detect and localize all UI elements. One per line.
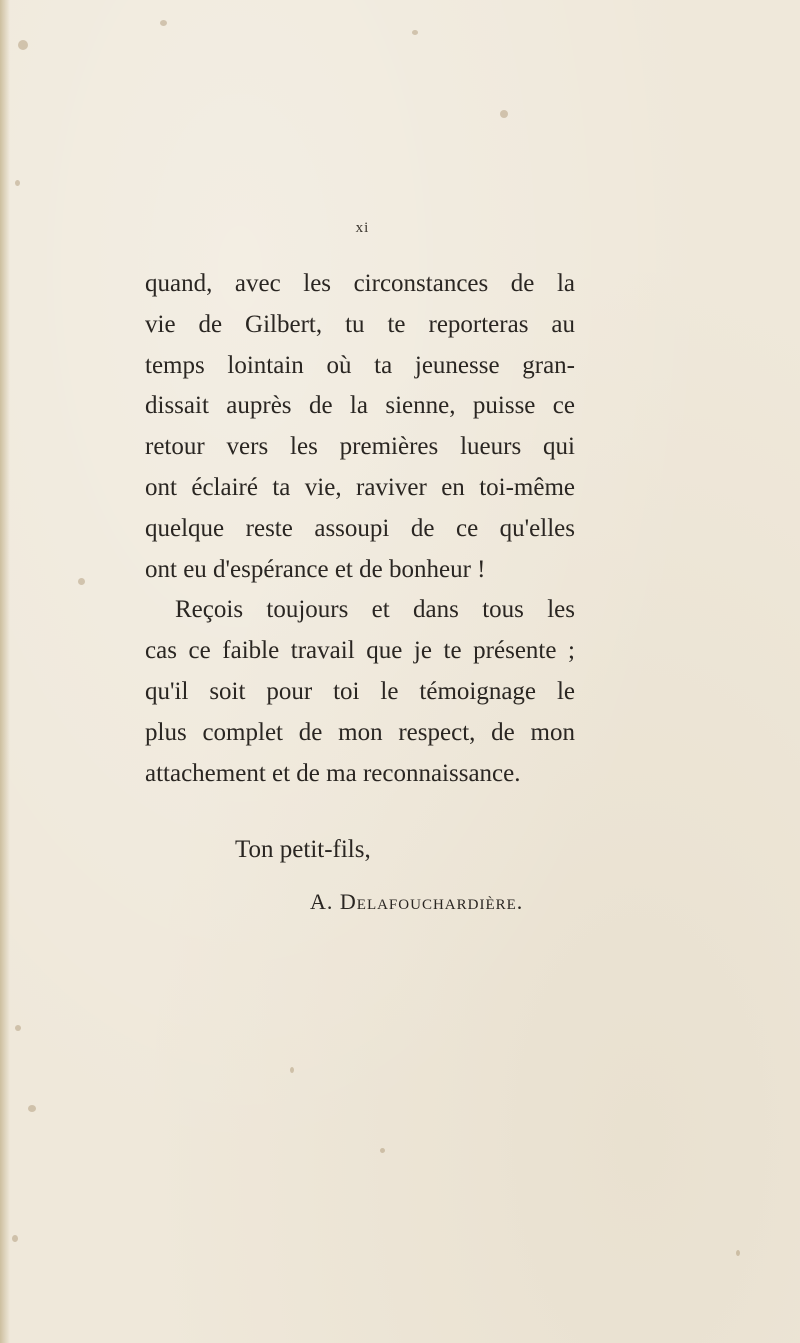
text-line: cas ce faible travail que je te présente ; [145, 637, 575, 665]
page-number: xi [355, 220, 370, 236]
text-line: ont eu d'espérance et de bonheur ! [145, 555, 486, 583]
paper-fleck [15, 1025, 21, 1031]
body-text [145, 264, 575, 794]
text-line: vie de Gilbert, tu te reporteras au [145, 310, 575, 338]
paper-fleck [78, 578, 85, 585]
paper-fleck [380, 1148, 385, 1153]
text-line: quelque reste assoupi de ce qu'elles [145, 514, 575, 542]
text-line: Reçois toujours et dans tous les [175, 596, 575, 624]
paper-fleck [412, 30, 418, 35]
text-line: attachement et de ma reconnaissance. [145, 759, 521, 787]
page-spine-shadow [0, 0, 10, 1343]
paper-fleck [290, 1067, 294, 1073]
text-line: dissait auprès de la sienne, puisse ce [145, 392, 575, 420]
paper-fleck [736, 1250, 740, 1256]
text-line: retour vers les premières lueurs qui [145, 433, 575, 461]
paper-fleck [28, 1105, 36, 1112]
text-line: ont éclairé ta vie, raviver en toi-même [145, 473, 575, 501]
paper-fleck [12, 1235, 18, 1242]
text-line: qu'il soit pour toi le témoignage le [145, 677, 575, 705]
author-name: A. Delafouchardière. [310, 889, 524, 914]
text-line: plus complet de mon respect, de mon [145, 718, 575, 746]
paper-fleck [500, 110, 508, 118]
text-line: temps lointain où ta jeunesse gran- [145, 351, 575, 379]
paper-fleck [18, 40, 28, 50]
closing-salutation: Ton petit-fils, [235, 836, 371, 863]
paper-fleck [15, 180, 20, 186]
text-line: quand, avec les circonstances de la [145, 270, 575, 297]
paper-fleck [160, 20, 167, 26]
